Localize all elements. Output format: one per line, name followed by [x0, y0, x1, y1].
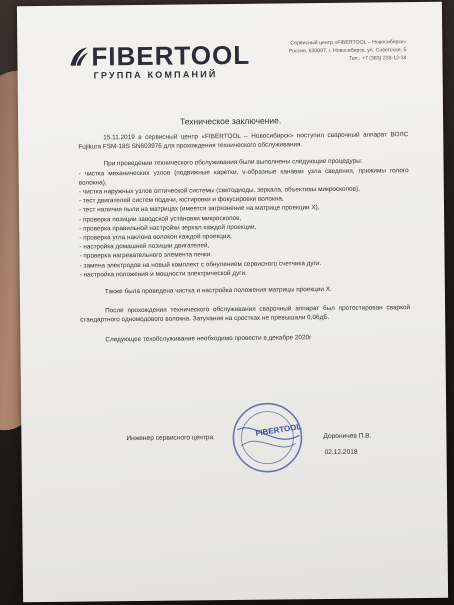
signature-name: Дороничев П.В. [323, 432, 372, 441]
company-stamp [229, 399, 306, 476]
intro-paragraph: 15.11.2019 в сервисный центр «FIBERTOOL – Новосибирск» поступил сварочный аппарат ВОЛС Fujikura FSM-18S SN603976 для прохождения технического обслуживания. [78, 131, 409, 151]
signature-role: Инженер сервисного центра [126, 434, 214, 443]
logo-mark-icon [67, 45, 89, 67]
document-body [78, 130, 410, 344]
procedure-item: - чистка наружных узлов оптической системы (светодиоды, зеркала, объективы микроскопов), [78, 185, 360, 196]
address-line: Тел.: +7 (383) 233-12-34 [348, 55, 407, 62]
next-service-paragraph: Следующее техобслуживание необходимо провести в декабре 2020г [105, 333, 312, 343]
brand-name: FIBERTOOL [91, 39, 251, 72]
address-line: Россия, 630007, г. Новосибирск, ул. Советская, 5 [288, 47, 407, 55]
document-title: Техническое заключение. [179, 115, 282, 127]
procedure-item: - проверка угла наклона волокон каждой проекции, [79, 233, 232, 242]
brand-tagline: ГРУППА КОМПАНИЙ [93, 69, 218, 81]
procedures-heading: При проведении технического обслуживания были выполнены следующие процедуры: [103, 158, 363, 168]
signature-date: 02.12.2018 [324, 448, 358, 457]
stamp-ring-icon [229, 399, 306, 476]
extra-paragraph: Также была проведена чистка и настройка положения матрицы проекции X. [104, 286, 332, 296]
procedure-item: - замена электродов на новый комплект с обнулением сервисного счетчика дуги. [79, 259, 322, 270]
procedure-item: - тест двигателей систем подачи, юстировки и фокусировки волокна, [78, 195, 284, 205]
procedure-item: - настройка домашней позиции двигателей, [79, 242, 210, 251]
procedure-item: - проверка позиции заводской установки микроскопов, [79, 214, 242, 224]
address-line: Сервисный центр «FIBERTOOL – Новосибирск» [290, 39, 407, 47]
procedure-item: - чистка механических узлов (подвижные каретки, v-образные канавки узла сведения, прижимы голого волокна), [78, 166, 409, 187]
company-address [256, 38, 406, 64]
procedure-item: - настройка положения и мощности электрической дуги. [79, 269, 247, 279]
test-result-paragraph: После прохождения технического обслуживания сварочный аппарат был протестирован сваркой стандартного одномодового волокна. Затухания на сростках не превышали 0,06дБ. [80, 304, 411, 325]
stamp-text: FIBERTOOL [254, 422, 302, 438]
procedure-item: - проверка нагревательного элемента печки. [79, 251, 213, 261]
procedure-item: - тест наличия пыли на матрицах (имеется загрязнение на матрице проекции X), [78, 204, 320, 215]
procedure-item: - проверка правильной настройки зеркал каждой проекции, [79, 223, 257, 233]
document-page [17, 2, 448, 602]
